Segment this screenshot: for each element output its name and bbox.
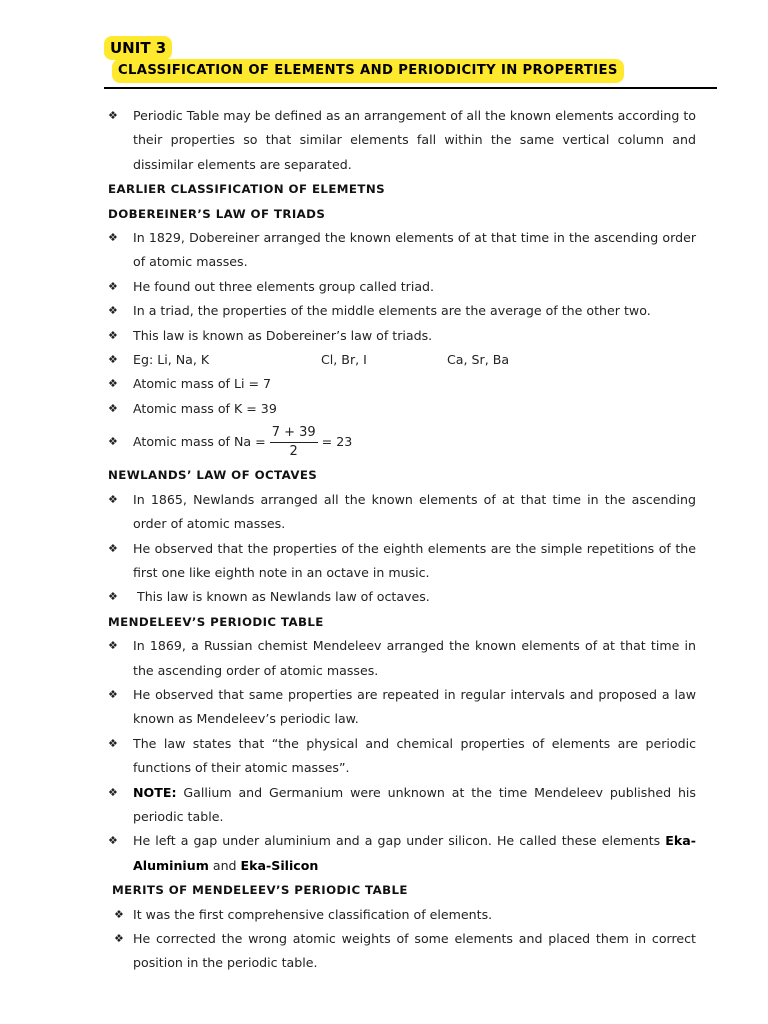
intro-text: Periodic Table may be defined as an arrangement of all the known elements according to their properties so that similar elements fall within the same vertical column and dissimilar elements are separated. (133, 108, 696, 172)
list-item (108, 488, 696, 537)
diamond-bullet-icon: ❖ (108, 401, 118, 415)
diamond-bullet-icon: ❖ (108, 231, 118, 245)
list-item-formula (108, 421, 696, 463)
list-item-text: In a triad, the properties of the middle elements are the average of the other two. (133, 303, 651, 319)
diamond-bullet-icon: ❖ (108, 435, 118, 449)
note-text: Gallium and Germanium were unknown at the time Mendeleev published his periodic table. (133, 784, 696, 824)
title-underline (104, 87, 717, 89)
list-item (108, 372, 696, 396)
list-item (108, 104, 696, 177)
list-item-text: He observed that same properties are repeated in regular intervals and proposed a law known as Mendeleev’s periodic law. (133, 686, 696, 727)
note-label: NOTE: (133, 784, 177, 800)
example-triad-1: Eg: Li, Na, K (133, 352, 210, 368)
fraction-denominator: 2 (289, 443, 298, 459)
section-heading-merits: MERITS OF MENDELEEV’S PERIODIC TABLE (112, 883, 408, 898)
diamond-bullet-icon: ❖ (108, 304, 118, 318)
fraction-numerator: 7 + 39 (270, 424, 318, 443)
mass-k-text: Atomic mass of K = 39 (133, 400, 277, 416)
example-triad-3: Ca, Sr, Ba (447, 352, 510, 368)
list-item (108, 927, 696, 976)
diamond-bullet-icon: ❖ (108, 109, 118, 122)
diamond-bullet-icon: ❖ (114, 932, 124, 945)
list-item-text: He corrected the wrong atomic weights of some elements and placed them in correct position in the periodic table. (133, 931, 696, 971)
list-item (108, 324, 696, 348)
diamond-bullet-icon: ❖ (114, 907, 124, 921)
mass-na-fraction (270, 424, 318, 461)
list-item-example (108, 348, 696, 372)
diamond-bullet-icon: ❖ (108, 541, 118, 555)
list-item (108, 634, 696, 683)
list-item-text: This law is known as Newlands law of octaves. (133, 589, 430, 605)
diamond-bullet-icon: ❖ (108, 687, 118, 701)
section-heading-newlands: NEWLANDS’ LAW OF OCTAVES (108, 468, 318, 483)
list-item (108, 732, 696, 781)
unit-label: UNIT 3 (104, 36, 172, 60)
list-item (108, 299, 696, 323)
list-item-note (108, 781, 696, 830)
mass-na-result: = 23 (321, 434, 353, 450)
section-heading-mendeleev: MENDELEEV’S PERIODIC TABLE (108, 614, 324, 629)
list-item (108, 585, 696, 609)
mass-li-text: Atomic mass of Li = 7 (133, 376, 272, 392)
and-word: and (208, 857, 241, 873)
list-item-text: It was the first comprehensive classification of elements. (133, 906, 493, 922)
eka-aluminium: Eka-Aluminium (133, 833, 696, 873)
list-item-text: He observed that the properties of the eighth elements are the simple repetitions of the first one like eighth note in an octave in music. (133, 540, 696, 580)
diamond-bullet-icon: ❖ (108, 377, 118, 391)
list-item-text: In 1865, Newlands arranged all the known elements of at that time in the ascending order of atomic masses. (133, 491, 696, 532)
diamond-bullet-icon: ❖ (108, 736, 118, 750)
list-item-text: In 1829, Dobereiner arranged the known elements of at that time in the ascending order of atomic masses. (133, 230, 696, 270)
list-item (108, 537, 696, 586)
list-item (108, 397, 696, 421)
section-heading-earlier: EARLIER CLASSIFICATION OF ELEMETNS (108, 182, 385, 197)
list-item (108, 683, 696, 732)
mass-na-prefix: Atomic mass of Na = (133, 434, 266, 450)
list-item-text: This law is known as Dobereiner’s law of triads. (133, 327, 433, 343)
page-title: CLASSIFICATION OF ELEMENTS AND PERIODICITY IN PROPERTIES (112, 59, 624, 83)
list-item (108, 903, 696, 927)
diamond-bullet-icon: ❖ (108, 590, 118, 604)
list-item (108, 226, 696, 275)
list-item-text: In 1869, a Russian chemist Mendeleev arranged the known elements of at that time in the ascending order of atomic masses. (133, 638, 696, 678)
diamond-bullet-icon: ❖ (108, 834, 118, 848)
list-item-text: He found out three elements group called triad. (133, 278, 435, 294)
section-heading-dobereiner: DOBEREINER’S LAW OF TRIADS (108, 206, 326, 221)
example-triad-2: Cl, Br, I (321, 352, 367, 368)
diamond-bullet-icon: ❖ (108, 639, 118, 653)
diamond-bullet-icon: ❖ (108, 785, 118, 799)
eka-silicon: Eka-Silicon (240, 857, 319, 873)
gap-text: He left a gap under aluminium and a gap under silicon. He called these elements (133, 833, 666, 849)
list-item (108, 829, 696, 878)
diamond-bullet-icon: ❖ (108, 279, 118, 293)
diamond-bullet-icon: ❖ (108, 353, 118, 367)
content-body (108, 104, 696, 976)
list-item-text: The law states that “the physical and chemical properties of elements are periodic functions of their atomic masses”. (133, 735, 696, 776)
list-item (108, 275, 696, 299)
diamond-bullet-icon: ❖ (108, 492, 118, 506)
diamond-bullet-icon: ❖ (108, 328, 118, 342)
